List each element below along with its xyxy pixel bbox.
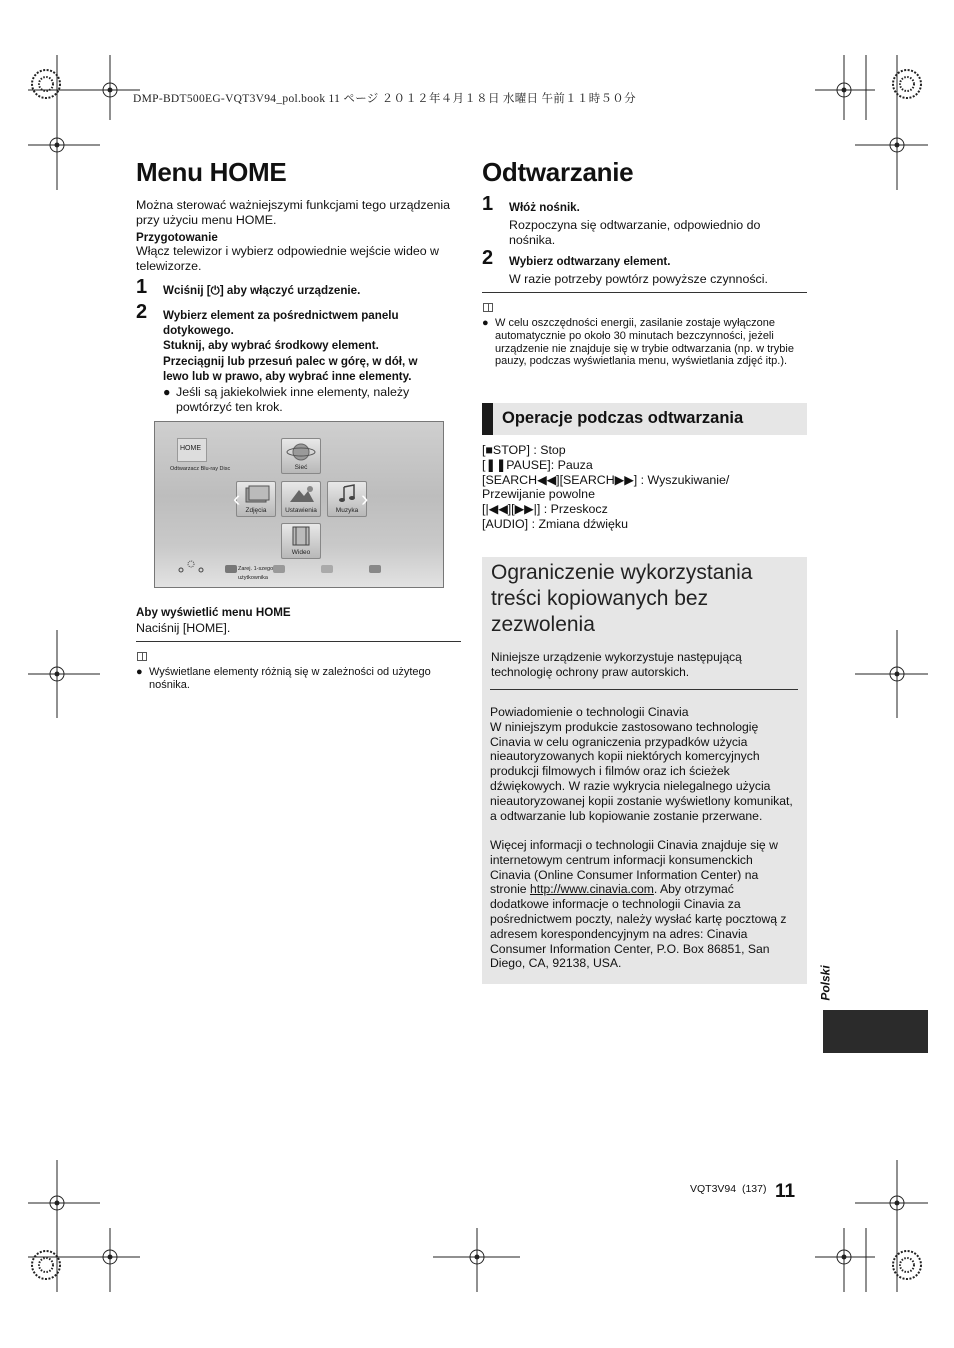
tile-label: Muzyka — [335, 507, 359, 514]
note-text: Wyświetlane elementy różnią się w zależności od użytego nośnika. — [149, 666, 431, 691]
operation-line: [|◀◀][▶▶|] : Przeskocz — [482, 502, 608, 517]
source-label: Odtwarzacz Blu-ray Disc — [170, 466, 231, 472]
copy-restriction-box — [482, 557, 807, 984]
color-button-icon — [273, 565, 285, 573]
navigation-pad-icon — [177, 556, 205, 576]
cinavia-link[interactable]: http://www.cinavia.com — [529, 882, 654, 897]
bullet-icon: ● — [482, 317, 489, 329]
cinavia-more-info — [490, 838, 795, 971]
restriction-intro: Niniejsze urządzenie wykorzystuje następującą technologię ochrony praw autorskich. — [491, 650, 742, 679]
note-book-icon — [483, 303, 493, 312]
arrow-right-icon: › — [361, 486, 369, 511]
prep-label: Przygotowanie — [136, 231, 218, 244]
settings-icon — [282, 482, 320, 506]
arrow-left-icon: ‹ — [233, 486, 241, 511]
step-line: Stuknij, aby wybrać środkowy element. — [163, 339, 379, 353]
home-badge-label: HOME — [180, 445, 201, 452]
bullet-icon: ● — [136, 666, 143, 678]
display-menu-heading: Aby wyświetlić menu HOME — [136, 606, 291, 619]
tile-label: Ustawienia — [285, 507, 317, 514]
step-text: W razie potrzeby powtórz powyższe czynności. — [509, 272, 768, 286]
page-title-playback: Odtwarzanie — [482, 157, 634, 187]
note-text: W celu oszczędności energii, zasilanie zostaje wyłączone automatycznie po około 30 minutach bezczynności, jeżeli urządzenie nie znajduje się w trybie odtwarzania (np. w trybie pauzy, podczas wyświetlania menu, wyświetlania zdjęć itp.). — [495, 317, 794, 368]
cinavia-text: Więcej informacji o technologii Cinavia znajduje się w internetowym centrum informacji konsumenckich Cinavia (Online Consumer Information Center) na stronie — [490, 838, 778, 897]
step-line: lewo lub w prawo, aby wybrać inne elementy. — [163, 369, 412, 383]
tile-label: Sieć — [294, 464, 308, 471]
divider — [482, 292, 807, 293]
note-item — [482, 317, 807, 368]
home-intro: Można sterować ważniejszymi funkcjami tego urządzenia przy użyciu menu HOME. — [136, 198, 451, 227]
file-header: DMP-BDT500EG-VQT3V94_pol.book 11 ページ ２０１２年４月１８日 水曜日 午前１１時５０分 — [133, 93, 636, 105]
color-button-icon — [369, 565, 381, 573]
language-tab — [823, 1010, 928, 1053]
operation-line: [AUDIO] : Zmiana dźwięku — [482, 516, 628, 531]
restriction-title: Ograniczenie wykorzystania treści kopiowanych bez zezwolenia — [491, 561, 753, 636]
section-header-operations — [482, 403, 807, 435]
step-line: Wybierz element za pośrednictwem panelu — [163, 309, 399, 322]
step-number: 2 — [136, 301, 148, 323]
doc-code: VQT3V94 — [690, 1183, 737, 1195]
page-title-home: Menu HOME — [136, 157, 287, 187]
step-line: Przeciągnij lub przesuń palec w górę, w dół, w — [163, 354, 418, 368]
cinavia-text: . Aby otrzymać dodatkowe informacje o technologii Cinavia za pośrednictwem poczty, należy wysłać kartę pocztową z adresem korespondencyjnym na adres: Cinavia Consumer Information Center, P.O. Box 86851, San Diego, CA, 92138, USA. — [490, 882, 787, 971]
bullet-icon: ● — [163, 385, 171, 399]
tile-video — [281, 523, 321, 559]
language-tab-label — [818, 960, 836, 1006]
note-item — [136, 666, 461, 692]
step-bullet — [163, 385, 453, 415]
tile-label: Zdjęcia — [245, 507, 267, 514]
section-marker — [482, 403, 493, 435]
tile-photos — [236, 481, 276, 517]
operations-list — [482, 443, 807, 532]
footer-code — [690, 1183, 766, 1195]
footer-label: Zarej. 1-szego użytkownika — [238, 566, 274, 581]
operation-line: [❚❚PAUSE]: Pauza — [482, 457, 593, 472]
note-book-icon — [137, 652, 147, 661]
language-label: Polski — [818, 965, 833, 1001]
step-text: Rozpoczyna się odtwarzanie, odpowiednio do nośnika. — [509, 218, 761, 247]
globe-icon — [282, 439, 320, 463]
color-button-icon — [225, 565, 237, 573]
operation-line: [■STOP] : Stop — [482, 443, 566, 457]
cinavia-notice: Powiadomienie o technologii Cinavia W niniejszym produkcie zastosowano technologię Cinavia w celu ograniczenia przypadków użycia nieautoryzowanych kopii niektórych komercyjnych produkcji filmowych i filmów oraz ich ścieżek dźwiękowych. W razie wykrycia nielegalnego użycia nieautoryzowanej kopii zostanie wyświetlony komunikat, a odtwarzanie lub kopiowanie zostanie przerwane. — [490, 705, 793, 823]
divider — [490, 689, 798, 690]
step-number: 1 — [482, 193, 494, 215]
bullet-text: Jeśli są jakiekolwiek inne elementy, należy powtórzyć ten krok. — [176, 385, 410, 414]
tile-network — [281, 438, 321, 474]
step-number: 2 — [482, 247, 494, 269]
divider — [136, 641, 461, 642]
page-number: 11 — [775, 1181, 796, 1202]
step-heading: Wybierz odtwarzany element. — [509, 255, 671, 268]
tile-label: Wideo — [291, 549, 311, 556]
home-menu-screen — [154, 421, 444, 588]
tile-settings — [281, 481, 321, 517]
section-title: Operacje podczas odtwarzania — [502, 409, 744, 427]
step-number: 1 — [136, 276, 148, 298]
color-button-icon — [321, 565, 333, 573]
home-badge — [177, 438, 207, 462]
display-menu-text: Naciśnij [HOME]. — [136, 621, 231, 635]
prep-text: Włącz telewizor i wybierz odpowiednie wejście wideo w telewizorze. — [136, 244, 440, 273]
photos-icon — [237, 482, 275, 506]
doc-ref: (137) — [741, 1183, 767, 1195]
film-icon — [282, 524, 320, 548]
step-text-block — [163, 308, 463, 384]
step-text: Wciśnij [⏻] aby włączyć urządzenie. — [163, 284, 361, 297]
step-line: dotykowego. — [163, 324, 234, 338]
step-heading: Włóż nośnik. — [509, 201, 580, 214]
operation-line: [SEARCH◀◀][SEARCH▶▶] : Wyszukiwanie/ — [482, 472, 730, 487]
operation-line: Przewijanie powolne — [482, 487, 595, 502]
